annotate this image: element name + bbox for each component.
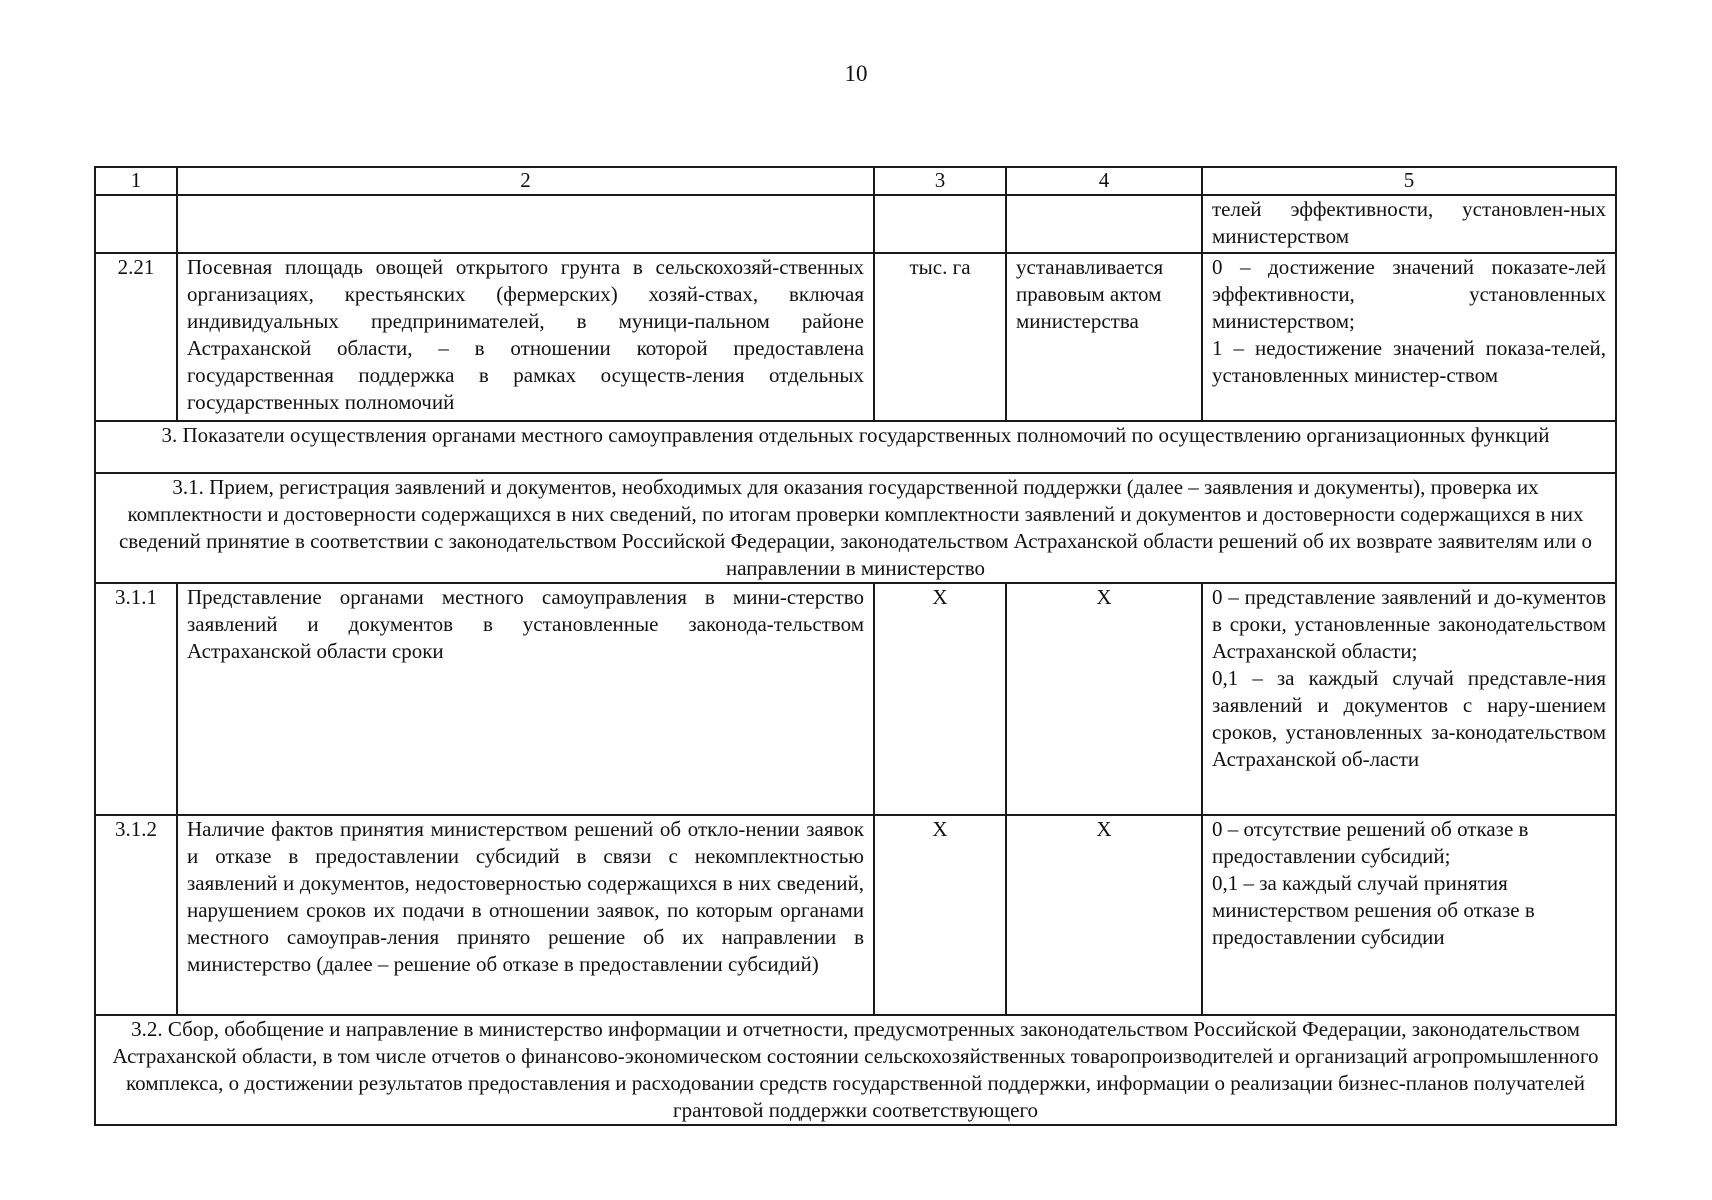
indicator-cell: Посевная площадь овощей открытого грунта в сельскохозяй-ственных организациях, крестьянских (фермерских) хозяй-ствах, включая индивидуальных предпринимателей, в муници-пальном районе Астраханской области, – в отношении которой предоставлена государственная поддержка в рамках осуществ-ления отдельных государственных полномочий (177, 253, 874, 421)
basis-cell: X (1006, 583, 1202, 815)
indicator-cell: Наличие фактов принятия министерством решений об откло-нении заявок и отказе в предоставлении субсидий в связи с некомплектностью заявлений и документов, недостоверностью содержащихся в них сведений, нарушением сроков их подачи в отношении заявок, по которым органами местного самоуправ-ления принято решение об их направлении в министерство (далее – решение об отказе в предоставлении субсидий) (177, 815, 874, 1015)
table-header-row (95, 167, 1616, 195)
cell-empty (95, 195, 177, 253)
basis-cell: устанавливается правовым актом министерства (1006, 253, 1202, 421)
unit-cell: X (874, 815, 1006, 1015)
header-col-3: 3 (874, 167, 1006, 195)
indicator-cell: Представление органами местного самоуправления в мини-стерство заявлений и документов в установленные законода-тельством Астраханской области сроки (177, 583, 874, 815)
criteria-cell (1202, 583, 1616, 815)
cell-empty (1006, 195, 1202, 253)
table-row-3-1-1 (95, 583, 1616, 815)
criteria-line: 0 – представление заявлений и до-кументов в сроки, установленные законодательством Астраханской области; (1212, 585, 1606, 663)
section-heading: 3.1. Прием, регистрация заявлений и документов, необходимых для оказания государственной поддержки (далее – заявления и документы), проверка их комплектности и достоверности содержащихся в них сведений, по итогам проверки комплектности заявлений и документов и достоверности содержащихся в них сведений принятие в соответствии с законодательством Российской Федерации, законодательством Астраханской области решений об их возврате заявителям или о направлении в министерство (95, 473, 1616, 583)
cell-empty (177, 195, 874, 253)
criteria-line: 0,1 – за каждый случай принятия министерством решения об отказе в предоставлении субсидии (1212, 871, 1535, 949)
criteria-line: 0 – достижение значений показате-лей эффективности, установленных министерством; (1212, 255, 1606, 333)
criteria-cell (1202, 253, 1616, 421)
table-row-2-21 (95, 253, 1616, 421)
header-col-1: 1 (95, 167, 177, 195)
row-number: 3.1.2 (95, 815, 177, 1015)
row-number: 3.1.1 (95, 583, 177, 815)
criteria-cell (1202, 815, 1616, 1015)
criteria-line: 1 – недостижение значений показа-телей, установленных министер-ством (1212, 336, 1606, 387)
page-number: 10 (844, 61, 868, 86)
unit-cell: X (874, 583, 1006, 815)
row-number: 2.21 (95, 253, 177, 421)
indicators-table (94, 166, 1617, 1126)
section-row-3-2 (95, 1015, 1616, 1125)
unit-cell: тыс. га (874, 253, 1006, 421)
section-heading: 3.2. Сбор, обобщение и направление в министерство информации и отчетности, предусмотренных законодательством Российской Федерации, законодательством Астраханской области, в том числе отчетов о финансово-экономическом состоянии сельскохозяйственных товаропроизводителей и организаций агропромышленного комплекса, о достижении результатов предоставления и расходовании средств государственной поддержки, информации о реализации бизнес-планов получателей грантовой поддержки соответствующего (95, 1015, 1616, 1125)
header-col-4: 4 (1006, 167, 1202, 195)
criteria-cell: телей эффективности, установлен-ных министерством (1202, 195, 1616, 253)
header-col-2: 2 (177, 167, 874, 195)
continuation-row (95, 195, 1616, 253)
section-row-3 (95, 421, 1616, 473)
section-heading: 3. Показатели осуществления органами местного самоуправления отдельных государственных полномочий по осуществлению организационных функций (95, 421, 1616, 473)
cell-empty (874, 195, 1006, 253)
section-row-3-1 (95, 473, 1616, 583)
header-col-5: 5 (1202, 167, 1616, 195)
basis-cell: X (1006, 815, 1202, 1015)
criteria-line: 0,1 – за каждый случай представле-ния заявлений и документов с нару-шением сроков, установленных за-конодательством Астраханской об-ласти (1212, 666, 1606, 771)
criteria-line: 0 – отсутствие решений об отказе в предоставлении субсидий; (1212, 817, 1529, 868)
table-row-3-1-2 (95, 815, 1616, 1015)
